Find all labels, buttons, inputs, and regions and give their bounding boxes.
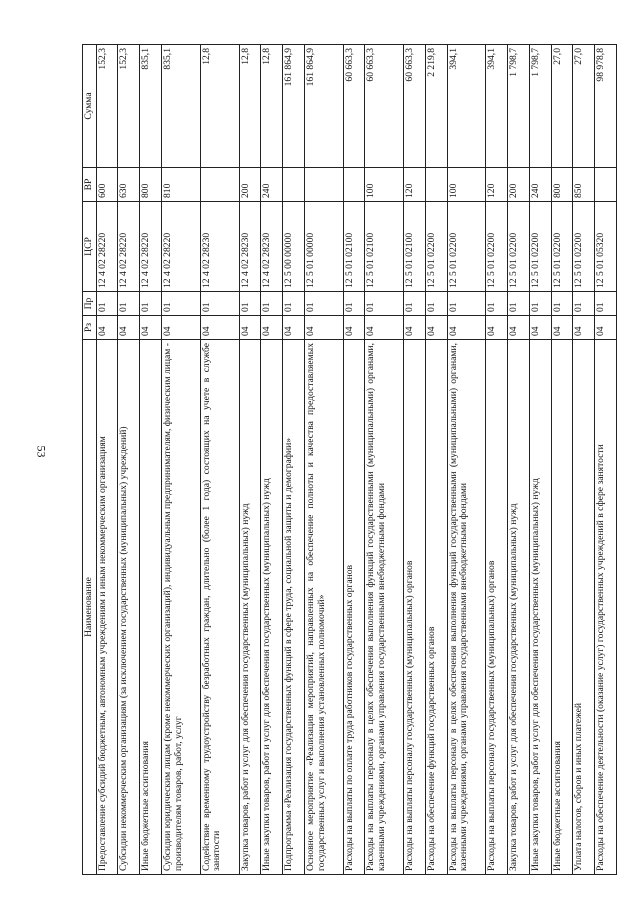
header-name: Наименование [83,340,97,875]
row-vr: 600 [96,168,118,202]
row-pr: 01 [447,292,486,316]
row-name: Предоставление субсидий бюджетным, автономным учреждениям и иным некоммерческим организациям [96,340,118,875]
row-csr: 12 5 01 02200 [551,202,573,292]
row-pr: 01 [283,292,305,316]
row-vr [283,168,305,202]
row-rz: 04 [447,316,486,340]
budget-table [82,44,617,875]
row-sum: 27,0 [551,45,573,168]
row-rz: 04 [239,316,261,340]
row-sum: 60 663,3 [404,45,426,168]
row-rz: 04 [529,316,551,340]
table-row [343,45,365,875]
row-csr: 12 5 01 02100 [343,202,365,292]
row-csr: 12 4 02 28220 [140,202,162,292]
row-rz: 04 [304,316,343,340]
row-sum: 161 864,9 [304,45,343,168]
table-row [200,45,239,875]
table-row [404,45,426,875]
row-name: Расходы на выплаты персоналу в целях обеспечения выполнения функций государственными (муниципальными) органами, казенными учреждениями, органами управления государственными внебюджетными фондами [447,340,486,875]
row-csr: 12 4 02 28230 [239,202,261,292]
row-vr: 800 [140,168,162,202]
table-row [239,45,261,875]
row-vr: 200 [508,168,530,202]
row-csr: 12 4 02 28220 [161,202,200,292]
table-row [425,45,447,875]
row-pr: 01 [140,292,162,316]
row-vr [343,168,365,202]
row-pr: 01 [96,292,118,316]
row-sum: 12,8 [239,45,261,168]
row-vr: 850 [573,168,595,202]
row-sum: 835,1 [140,45,162,168]
row-rz: 04 [595,316,617,340]
row-sum: 1 798,7 [529,45,551,168]
table-row [508,45,530,875]
table-row [261,45,283,875]
row-rz: 04 [161,316,200,340]
row-vr: 240 [529,168,551,202]
table-row [595,45,617,875]
row-vr: 240 [261,168,283,202]
row-name: Расходы на выплаты по оплате труда работников государственных органов [343,340,365,875]
row-name: Основное мероприятие «Реализация мероприятий, направленных на обеспечение полноты и качества предоставляемых государственных услуг и выполнения установленных полномочий» [304,340,343,875]
row-csr: 12 5 01 02200 [486,202,508,292]
row-name: Расходы на обеспечение функций государственных органов [425,340,447,875]
row-vr [304,168,343,202]
table-row [529,45,551,875]
row-rz: 04 [261,316,283,340]
row-vr: 200 [239,168,261,202]
row-vr: 100 [447,168,486,202]
table-row [573,45,595,875]
row-pr: 01 [200,292,239,316]
row-vr [200,168,239,202]
rotated-page-content [82,45,617,875]
row-name: Расходы на выплаты персоналу в целях обеспечения выполнения функций государственными (муниципальными) органами, казенными учреждениями, органами управления государственными внебюджетными фондами [365,340,404,875]
row-csr: 12 4 02 28230 [200,202,239,292]
header-sum: Сумма [83,45,97,168]
row-name: Закупка товаров, работ и услуг для обеспечения государственных (муниципальных) нужд [508,340,530,875]
row-vr: 810 [161,168,200,202]
row-name: Содействие временному трудоустройству безработных граждан, длительно (более 1 года) состоящих на учете в службе занятости [200,340,239,875]
row-vr: 120 [486,168,508,202]
row-rz: 04 [118,316,140,340]
page-number: 53 [34,445,49,458]
row-rz: 04 [343,316,365,340]
table-row [283,45,305,875]
table-row [140,45,162,875]
row-csr: 12 4 02 28230 [261,202,283,292]
header-csr: ЦСР [83,202,97,292]
row-sum: 12,8 [261,45,283,168]
row-sum: 12,8 [200,45,239,168]
row-name: Иные бюджетные ассигнования [140,340,162,875]
row-pr: 01 [118,292,140,316]
row-csr: 12 5 01 05320 [595,202,617,292]
row-pr: 01 [508,292,530,316]
row-vr: 120 [404,168,426,202]
row-pr: 01 [161,292,200,316]
table-row [486,45,508,875]
row-name: Закупка товаров, работ и услуг для обеспечения государственных (муниципальных) нужд [239,340,261,875]
row-name: Уплата налогов, сборов и иных платежей [573,340,595,875]
row-vr: 100 [365,168,404,202]
table-row [96,45,118,875]
row-rz: 04 [365,316,404,340]
row-pr: 01 [304,292,343,316]
row-csr: 12 5 01 02200 [508,202,530,292]
row-csr: 12 5 01 02200 [529,202,551,292]
row-sum: 394,1 [486,45,508,168]
row-name: Субсидии некоммерческим организациям (за исключением государственных (муниципальных) учреждений) [118,340,140,875]
row-name: Расходы на выплаты персоналу государственных (муниципальных) органов [404,340,426,875]
row-rz: 04 [551,316,573,340]
row-name: Подпрограмма «Реализация государственных функций в сфере труда, социальной защиты и демографии» [283,340,305,875]
row-sum: 152,3 [118,45,140,168]
row-csr: 12 4 02 28220 [118,202,140,292]
row-rz: 04 [573,316,595,340]
row-csr: 12 5 01 00000 [304,202,343,292]
row-rz: 04 [200,316,239,340]
table-row [118,45,140,875]
table-header-row [83,45,97,875]
row-pr: 01 [239,292,261,316]
row-pr: 01 [261,292,283,316]
row-sum: 1 798,7 [508,45,530,168]
row-csr: 12 5 01 02100 [365,202,404,292]
table-row [161,45,200,875]
row-rz: 04 [404,316,426,340]
row-name: Расходы на выплаты персоналу государственных (муниципальных) органов [486,340,508,875]
row-vr: 630 [118,168,140,202]
row-csr: 12 5 01 02200 [425,202,447,292]
row-csr: 12 5 01 02100 [404,202,426,292]
table-row [447,45,486,875]
row-pr: 01 [573,292,595,316]
row-name: Расходы на обеспечение деятельности (оказание услуг) государственных учреждений в сфере занятости [595,340,617,875]
row-rz: 04 [486,316,508,340]
row-rz: 04 [140,316,162,340]
row-csr: 12 5 01 02200 [573,202,595,292]
row-pr: 01 [595,292,617,316]
row-pr: 01 [425,292,447,316]
row-sum: 27,0 [573,45,595,168]
table-row [365,45,404,875]
row-csr: 12 4 02 28220 [96,202,118,292]
row-pr: 01 [529,292,551,316]
row-sum: 835,1 [161,45,200,168]
row-name: Субсидии юридическим лицам (кроме некоммерческих организаций), индивидуальным предпринимателям, физическим лицам - производителям товаров, работ, услуг [161,340,200,875]
row-pr: 01 [486,292,508,316]
row-csr: 12 5 00 00000 [283,202,305,292]
header-vr: ВР [83,168,97,202]
row-vr [595,168,617,202]
row-rz: 04 [425,316,447,340]
header-rz: Рз [83,316,97,340]
row-rz: 04 [508,316,530,340]
row-sum: 152,3 [96,45,118,168]
header-pr: Пр [83,292,97,316]
row-pr: 01 [365,292,404,316]
row-sum: 60 663,3 [365,45,404,168]
row-vr [425,168,447,202]
row-sum: 98 978,8 [595,45,617,168]
row-vr: 800 [551,168,573,202]
row-name: Иные закупки товаров, работ и услуг для обеспечения государственных (муниципальных) нужд [529,340,551,875]
table-row [551,45,573,875]
row-name: Иные закупки товаров, работ и услуг для обеспечения государственных (муниципальных) нужд [261,340,283,875]
row-name: Иные бюджетные ассигнования [551,340,573,875]
row-rz: 04 [283,316,305,340]
row-pr: 01 [551,292,573,316]
row-pr: 01 [343,292,365,316]
row-sum: 161 864,9 [283,45,305,168]
table-row [304,45,343,875]
row-sum: 394,1 [447,45,486,168]
row-pr: 01 [404,292,426,316]
row-sum: 2 219,8 [425,45,447,168]
row-sum: 60 663,3 [343,45,365,168]
row-rz: 04 [96,316,118,340]
row-csr: 12 5 01 02200 [447,202,486,292]
